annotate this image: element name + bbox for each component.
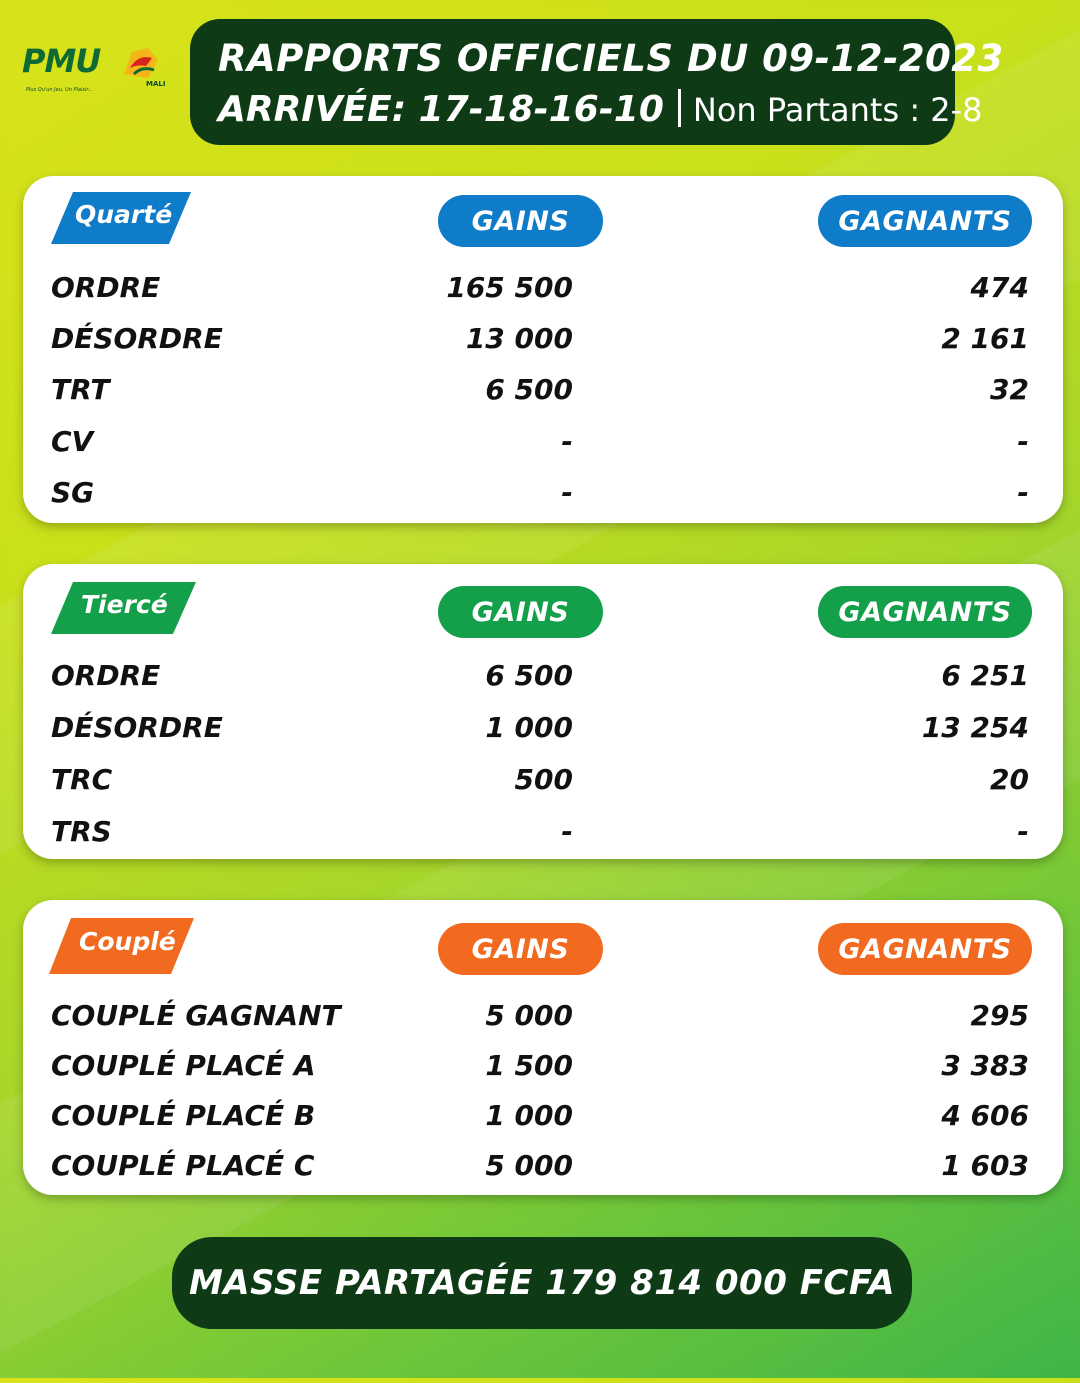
row-gains: 6 500	[485, 373, 573, 406]
pmu-logo	[22, 42, 172, 102]
gagnants-header: GAGNANTS	[818, 195, 1032, 247]
row-gains: 1 000	[485, 1099, 573, 1132]
row-gagnants: 1 603	[941, 1149, 1029, 1182]
row-gains: 1 500	[485, 1049, 573, 1082]
table-row	[23, 815, 1063, 865]
row-gains: 13 000	[465, 322, 573, 355]
section-tag-tierce	[51, 582, 191, 634]
section-tag-couple	[49, 918, 189, 970]
arrival-line	[218, 89, 983, 130]
header-banner	[190, 19, 1004, 145]
row-label: TRC	[51, 763, 113, 796]
row-gagnants: 2 161	[941, 322, 1029, 355]
row-gagnants: 32	[990, 373, 1029, 406]
row-gagnants: -	[1017, 815, 1029, 848]
row-gagnants: 295	[970, 999, 1029, 1032]
row-label: COUPLÉ PLACÉ B	[51, 1099, 316, 1132]
row-label: ORDRE	[51, 271, 161, 304]
row-gagnants: 3 383	[941, 1049, 1029, 1082]
table-row	[23, 425, 1063, 475]
row-label: CV	[51, 425, 94, 458]
section-tag-quarte	[51, 192, 191, 244]
divider	[678, 89, 681, 127]
row-gains: 165 500	[446, 271, 573, 304]
row-gains: -	[561, 815, 573, 848]
couple-card	[23, 900, 1063, 1195]
row-gagnants: 13 254	[921, 711, 1029, 744]
logo-country: MALI	[146, 80, 166, 88]
row-gains: -	[561, 425, 573, 458]
gains-header: GAINS	[438, 195, 603, 247]
row-label: DÉSORDRE	[51, 711, 223, 744]
arrival-result: ARRIVÉE: 17-18-16-10	[218, 89, 664, 130]
section-name: Tiercé	[81, 590, 168, 619]
table-row	[23, 373, 1063, 423]
row-gains: 5 000	[485, 1149, 573, 1182]
row-gagnants: 4 606	[941, 1099, 1029, 1132]
row-gagnants: -	[1017, 425, 1029, 458]
gains-header: GAINS	[438, 586, 603, 638]
table-row	[23, 999, 1063, 1049]
quarte-card	[23, 176, 1063, 523]
table-row	[23, 711, 1063, 761]
table-row	[23, 659, 1063, 709]
section-name: Couplé	[79, 927, 176, 956]
row-gains: 500	[514, 763, 573, 796]
gains-header: GAINS	[438, 923, 603, 975]
row-gagnants: 6 251	[941, 659, 1029, 692]
row-label: COUPLÉ GAGNANT	[51, 999, 341, 1032]
table-row	[23, 476, 1063, 526]
row-gagnants: -	[1017, 476, 1029, 509]
row-label: DÉSORDRE	[51, 322, 223, 355]
table-row	[23, 322, 1063, 372]
logo-slogan: Plus Qu'un Jeu, Un Plaisir...	[26, 87, 93, 93]
row-gains: -	[561, 476, 573, 509]
row-label: TRS	[51, 815, 112, 848]
gagnants-header: GAGNANTS	[818, 586, 1032, 638]
row-gains: 5 000	[485, 999, 573, 1032]
table-row	[23, 1099, 1063, 1149]
row-gains: 1 000	[485, 711, 573, 744]
row-label: COUPLÉ PLACÉ A	[51, 1049, 316, 1082]
page-title: RAPPORTS OFFICIELS DU 09-12-2023	[218, 37, 1004, 80]
tierce-card	[23, 564, 1063, 859]
table-row	[23, 1149, 1063, 1199]
horse-rider-icon	[118, 44, 160, 84]
table-row	[23, 1049, 1063, 1099]
non-partants: Non Partants : 2-8	[692, 91, 983, 129]
section-name: Quarté	[75, 200, 173, 229]
table-row	[23, 763, 1063, 813]
row-gains: 6 500	[485, 659, 573, 692]
row-gagnants: 20	[990, 763, 1029, 796]
total-pool-banner: MASSE PARTAGÉE 179 814 000 FCFA	[172, 1237, 912, 1329]
logo-text: PMU	[22, 42, 101, 80]
table-row	[23, 271, 1063, 321]
row-label: TRT	[51, 373, 110, 406]
row-label: SG	[51, 476, 95, 509]
row-gagnants: 474	[970, 271, 1029, 304]
row-label: ORDRE	[51, 659, 161, 692]
row-label: COUPLÉ PLACÉ C	[51, 1149, 315, 1182]
gagnants-header: GAGNANTS	[818, 923, 1032, 975]
